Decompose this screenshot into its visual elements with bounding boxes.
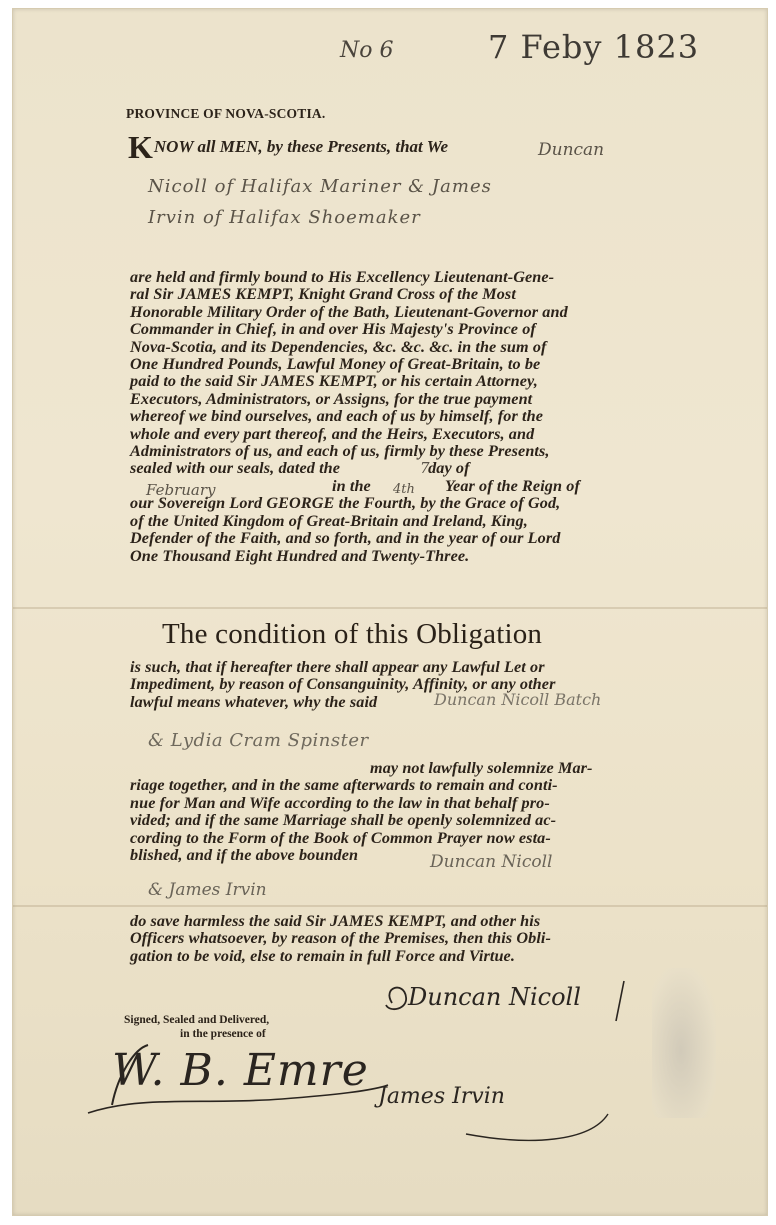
signature-text: W. B. Emre	[112, 1045, 369, 1096]
handwritten-bride: & Lydia Cram Spinster	[148, 730, 369, 751]
initial-letter: K	[128, 129, 153, 165]
bond-line: Nova-Scotia, and its Dependencies, &c. &c. &c. in the sum of	[130, 337, 547, 356]
fold-crease	[13, 607, 767, 609]
signature-james	[370, 1070, 650, 1150]
bond-line: One Thousand Eight Hundred and Twenty-Three.	[130, 546, 470, 565]
reign-in-text: in the	[332, 476, 371, 495]
bond-line: Defender of the Faith, and so forth, and in the year of our Lord	[130, 529, 561, 548]
bond-line: are held and firmly bound to His Excellency Lieutenant-Gene-	[130, 268, 555, 286]
condition-line: is such, that if hereafter there shall appear any Lawful Let or	[130, 658, 545, 676]
signed-line: Signed, Sealed and Delivered,	[124, 1014, 270, 1026]
opening-text: NOW all MEN, by these Presents, that We	[153, 137, 449, 156]
condition-line: blished, and if the above bounden	[130, 846, 359, 865]
condition-line: Officers whatsoever, by reason of the Premises, then this Obli-	[130, 929, 552, 948]
handwritten-name: Irvin of Halifax Shoemaker	[148, 207, 421, 228]
condition-line: vided; and if the same Marriage shall be openly solemnized ac-	[130, 811, 557, 830]
condition-text	[130, 913, 645, 965]
signature-text: James Irvin	[378, 1084, 505, 1109]
bond-line: whole and every part thereof, and the Heirs, Executors, and	[130, 424, 535, 443]
handwritten-reign-year: 4th	[393, 482, 415, 497]
signature-flourish	[370, 1070, 650, 1150]
condition-line: nue for Man and Wife according to the law in that behalf pro-	[130, 793, 550, 812]
opening-line	[128, 129, 449, 165]
handwritten-groom: Duncan Nicoll Batch	[434, 690, 602, 709]
condition-text	[130, 760, 645, 864]
province-heading: PROVINCE OF NOVA-SCOTIA.	[126, 106, 326, 121]
signature-text: Duncan Nicoll	[408, 983, 581, 1011]
condition-line: gation to be void, else to remain in full Force and Virtue.	[130, 946, 515, 965]
condition-line: lawful means whatever, why the said	[130, 692, 378, 711]
bond-line: Honorable Military Order of the Bath, Lieutenant-Governor and	[130, 302, 568, 321]
reign-text: Year of the Reign of	[444, 476, 580, 495]
condition-line: Impediment, by reason of Consanguinity, Affinity, or any other	[130, 675, 556, 694]
handwritten-bounden: & James Irvin	[148, 880, 267, 900]
handwritten-day: 7	[420, 459, 430, 477]
signature-duncan	[380, 975, 660, 1025]
handwritten-month: February	[146, 481, 216, 499]
document-number: No 6	[340, 38, 394, 63]
signed-line: in the presence of	[180, 1028, 266, 1040]
document-date: 7 Feby 1823	[488, 28, 700, 66]
day-of-text: day of	[428, 459, 470, 478]
condition-line: may not lawfully solemnize Mar-	[370, 759, 593, 777]
condition-line: do save harmless the said Sir JAMES KEMPT, and other his	[130, 912, 541, 930]
bond-text	[130, 269, 645, 565]
fold-crease	[13, 905, 767, 907]
bond-line: Executors, Administrators, or Assigns, for the true payment	[130, 389, 533, 408]
condition-line: riage together, and in the same afterwards to remain and conti-	[130, 776, 558, 795]
handwritten-name: Nicoll of Halifax Mariner & James	[148, 176, 492, 197]
seal-mark	[652, 968, 716, 1118]
handwritten-name: Duncan	[538, 140, 605, 160]
bond-line: Commander in Chief, in and over His Majesty's Province of	[130, 320, 536, 339]
bond-line: of the United Kingdom of Great-Britain and Ireland, King,	[130, 511, 528, 530]
handwritten-bounden: Duncan Nicoll	[430, 852, 553, 872]
dated-text: sealed with our seals, dated the	[130, 459, 341, 478]
condition-heading: The condition of this Obligation	[162, 618, 543, 650]
signature-witness	[82, 1035, 392, 1125]
dated-line	[130, 460, 645, 477]
bond-line: One Hundred Pounds, Lawful Money of Great-Britain, to be	[130, 355, 541, 374]
bond-line: paid to the said Sir JAMES KEMPT, or his certain Attorney,	[130, 372, 538, 391]
bond-line: Administrators of us, and each of us, firmly by these Presents,	[130, 442, 550, 461]
bond-line: ral Sir JAMES KEMPT, Knight Grand Cross of the Most	[130, 285, 516, 304]
condition-line: cording to the Form of the Book of Common Prayer now esta-	[130, 828, 551, 847]
bond-line: our Sovereign Lord GEORGE the Fourth, by the Grace of God,	[130, 494, 561, 513]
bond-line: whereof we bind ourselves, and each of us by himself, for the	[130, 407, 544, 426]
